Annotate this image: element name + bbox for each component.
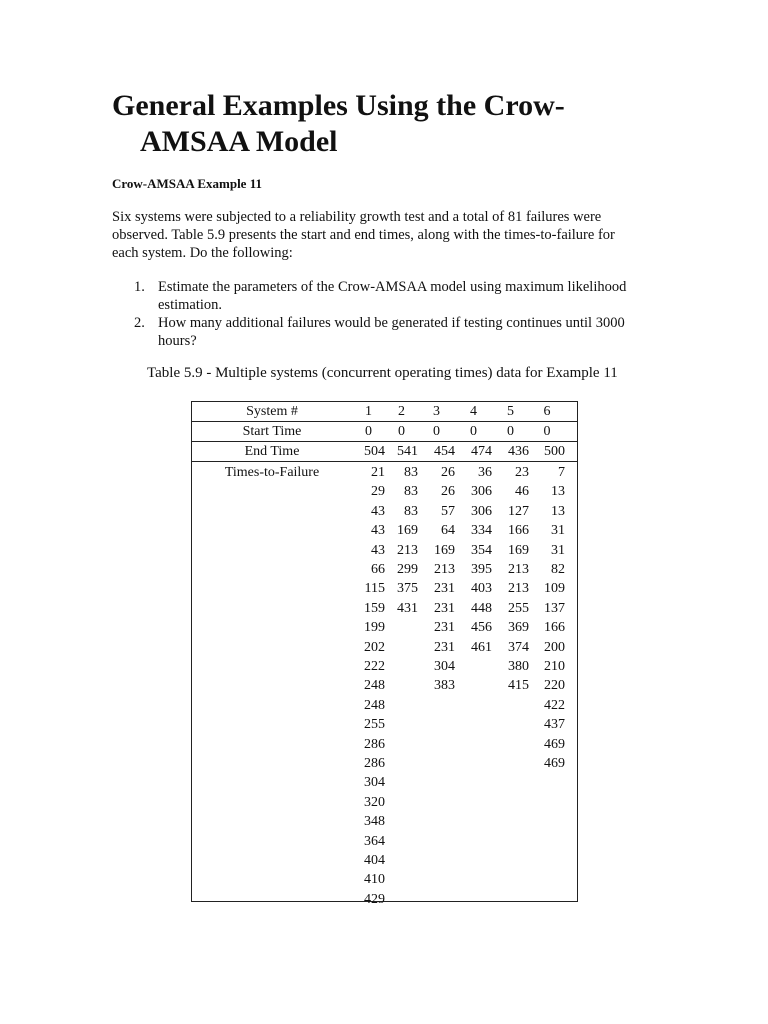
end-time-cell: 504 [364,444,385,459]
failure-time-cell: 83 [404,465,418,480]
failure-time-cell: 320 [364,794,385,810]
failure-time-cell: 403 [471,581,492,597]
page-title-line-2: AMSAA Model [140,125,338,158]
end-time-cell: 474 [471,444,492,459]
failure-time-cell: 7 [558,465,565,480]
failure-time-cell: 13 [551,484,565,500]
times-to-failure-row [192,851,577,870]
failure-time-cell: 431 [397,600,418,616]
failure-time-cell: 115 [364,581,385,597]
times-to-failure-row [192,754,577,773]
failure-time-cell: 380 [508,659,529,674]
failure-time-cell: 375 [397,581,418,597]
failure-data-table [191,401,578,907]
intro-paragraph [112,208,652,262]
failure-time-cell: 26 [441,484,455,500]
failure-time-cell: 469 [544,736,565,752]
failure-time-cell: 231 [434,620,455,636]
failure-time-cell: 159 [364,600,385,616]
end-time-cell: 541 [397,444,418,459]
failure-time-cell: 46 [515,484,529,500]
times-to-failure-row [192,735,577,754]
system-number-cell: 2 [398,404,405,419]
failure-time-cell: 199 [364,620,385,636]
task-item [112,314,672,350]
failure-time-cell: 169 [397,523,418,539]
task-item [112,278,672,314]
failure-time-cell: 23 [515,465,529,480]
task-text-line: Estimate the parameters of the Crow-AMSAA model using maximum likelihood [158,279,627,295]
start-time-cell: 0 [543,424,551,439]
failure-time-cell: 213 [434,562,455,577]
times-to-failure-row [192,773,577,792]
failure-time-cell: 354 [471,542,492,558]
failure-time-cell: 286 [364,756,385,771]
failure-time-cell: 43 [371,523,385,539]
failure-time-cell: 31 [551,542,565,558]
failure-time-cell: 43 [371,542,385,558]
failure-time-cell: 448 [471,600,492,616]
system-number-cell: 5 [507,404,514,419]
times-to-failure-row [192,657,577,676]
failure-time-cell: 202 [364,639,385,655]
task-list [112,278,672,350]
system-number-cell: 1 [365,404,372,419]
times-to-failure-row [192,812,577,831]
failure-time-cell: 286 [364,736,385,752]
end-time-cell: 436 [508,444,529,459]
start-time-cell: 0 [398,424,405,439]
times-to-failure-row [192,832,577,851]
failure-time-cell: 166 [508,523,529,539]
times-to-failure-row [192,638,577,657]
intro-line: each system. Do the following: [112,245,293,261]
times-to-failure-row [192,676,577,695]
page-title [112,88,632,160]
failure-time-cell: 213 [508,581,529,597]
failure-time-cell: 395 [471,562,492,577]
failure-time-cell: 137 [544,600,565,616]
end-time-row [192,442,577,462]
failure-time-cell: 299 [397,562,418,577]
system-number-cell: 3 [433,404,440,419]
start-time-cell: 0 [507,424,514,439]
failure-time-cell: 231 [434,639,455,655]
intro-line: Six systems were subjected to a reliability growth test and a total of 81 failures were [112,209,602,225]
failure-time-cell: 255 [508,600,529,616]
system-number-label: System # [246,404,298,419]
times-to-failure-row [192,579,577,598]
failure-time-cell: 383 [434,678,455,694]
failure-time-cell: 404 [364,853,385,868]
failure-time-cell: 410 [364,872,385,888]
times-to-failure-row [192,870,577,889]
failure-time-cell: 231 [434,581,455,597]
failure-time-cell: 26 [441,465,455,480]
failure-time-cell: 109 [544,581,565,597]
table-caption: Table 5.9 - Multiple systems (concurrent operating times) data for Example 11 [147,365,618,381]
failure-time-cell: 83 [404,503,418,519]
failure-time-cell: 364 [364,833,385,849]
failure-time-cell: 29 [371,484,385,500]
start-time-row [192,422,577,442]
failure-time-cell: 213 [508,562,529,577]
failure-time-cell: 64 [441,523,455,539]
failure-time-cell: 429 [364,891,385,907]
task-text-line: estimation. [158,297,223,313]
times-to-failure-row [192,541,577,560]
failure-time-cell: 456 [471,620,492,636]
failure-time-cell: 210 [544,659,565,674]
failure-time-cell: 306 [471,484,492,500]
failure-time-cell: 213 [397,542,418,558]
failure-time-cell: 57 [441,503,455,519]
failure-time-cell: 222 [364,659,385,674]
failure-time-cell: 255 [364,717,385,733]
start-time-label: Start Time [242,424,302,439]
task-text-line: hours? [158,333,197,349]
task-text-line: How many additional failures would be generated if testing continues until 3000 [158,315,625,331]
failure-time-cell: 374 [508,639,529,655]
failure-time-cell: 43 [371,503,385,519]
end-time-cell: 454 [434,444,455,459]
system-number-cell: 6 [543,404,551,419]
failure-time-cell: 248 [364,678,385,694]
failure-time-cell: 82 [551,562,565,577]
times-to-failure-row [192,560,577,579]
times-to-failure-row [192,599,577,618]
failure-time-cell: 437 [544,717,565,733]
times-to-failure-label-row [192,463,577,482]
failure-time-cell: 469 [544,756,565,771]
times-to-failure-row [192,618,577,637]
task-number: 1. [134,279,145,295]
times-to-failure-row [192,482,577,501]
times-to-failure-row [192,521,577,540]
system-number-cell: 4 [470,404,477,419]
failure-time-cell: 21 [371,465,385,480]
times-to-failure-label: Times-to-Failure [224,465,320,480]
start-time-cell: 0 [470,424,477,439]
failure-time-cell: 166 [544,620,565,636]
failure-time-cell: 36 [478,465,492,480]
failure-time-cell: 334 [471,523,492,539]
intro-line: observed. Table 5.9 presents the start and end times, along with the times-to-failure for [112,227,615,243]
failure-time-cell: 304 [434,659,455,674]
failure-time-cell: 348 [364,814,385,830]
failure-time-cell: 231 [434,600,455,616]
failure-time-cell: 306 [471,503,492,519]
start-time-cell: 0 [365,424,372,439]
end-time-label: End Time [244,444,300,459]
example-heading: Crow-AMSAA Example 11 [112,176,262,191]
failure-time-cell: 127 [508,503,529,519]
failure-time-cell: 169 [508,542,529,558]
times-to-failure-row [192,890,577,909]
failure-time-cell: 369 [508,620,529,636]
times-to-failure-row [192,793,577,812]
failure-time-cell: 304 [364,775,385,791]
failure-time-cell: 13 [551,503,565,519]
failure-time-cell: 200 [544,639,565,655]
failure-time-cell: 169 [434,542,455,558]
failure-time-cell: 31 [551,523,565,539]
times-to-failure-row [192,502,577,521]
page-title-line-1: General Examples Using the Crow- [112,89,565,122]
times-to-failure-row [192,715,577,734]
failure-time-cell: 415 [508,678,529,694]
failure-time-cell: 422 [544,697,565,713]
failure-time-cell: 66 [371,562,385,577]
task-number: 2. [134,315,145,331]
table-header-row [192,402,577,422]
failure-time-cell: 248 [364,697,385,713]
start-time-cell: 0 [433,424,440,439]
times-to-failure-row [192,696,577,715]
end-time-cell: 500 [544,444,565,459]
failure-time-cell: 220 [544,678,565,694]
failure-time-cell: 83 [404,484,418,500]
failure-time-cell: 461 [471,639,492,655]
